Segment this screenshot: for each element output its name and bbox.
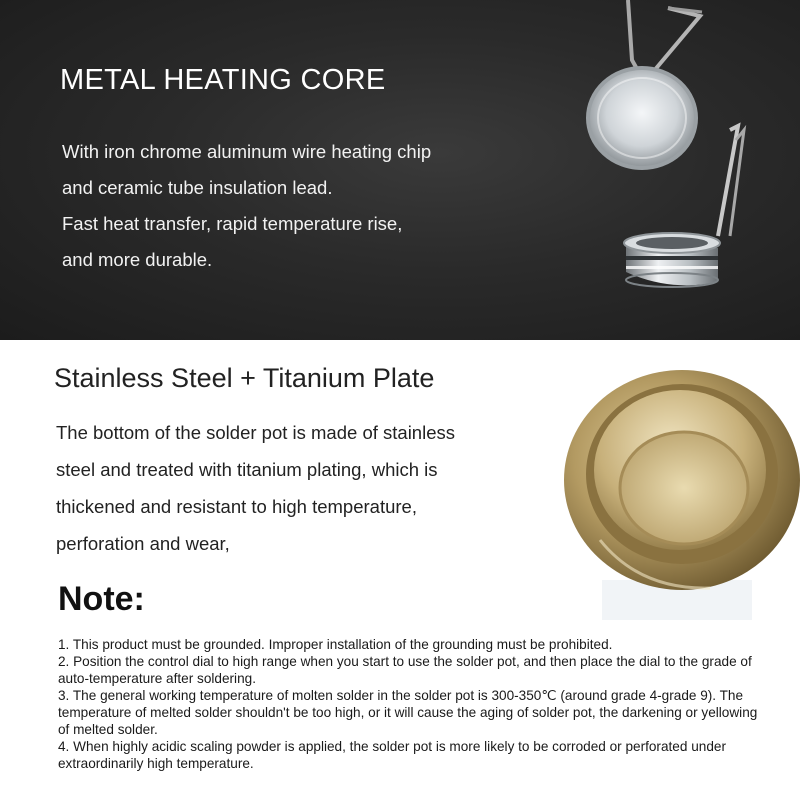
stainless-plate-line: thickened and resistant to high temperature, — [56, 496, 417, 517]
note-item: 4. When highly acidic scaling powder is applied, the solder pot is more likely to be corroded or perforated under extraordinarily high temperature. — [58, 739, 726, 771]
heating-core-title: METAL HEATING CORE — [60, 64, 386, 96]
heating-core-line: With iron chrome aluminum wire heating chip — [62, 141, 432, 162]
note-item: 2. Position the control dial to high range when you start to use the solder pot, and then place the dial to the grade of auto-temperature after soldering. — [58, 654, 752, 686]
solder-pot-image — [540, 340, 800, 630]
heating-core-line: and ceramic tube insulation lead. — [62, 177, 333, 198]
note-item: 3. The general working temperature of molten solder in the solder pot is 300-350℃ (around grade 4-grade 9). The temperature of melted solder shouldn't be too high, or it will cause the aging of solder pot, the darkening or yellowing of melted solder. — [58, 688, 758, 737]
note-item: 1. This product must be grounded. Improper installation of the grounding must be prohibited. — [58, 637, 613, 652]
note-list — [58, 636, 758, 772]
stainless-plate-line: steel and treated with titanium plating, which is — [56, 459, 438, 480]
stainless-plate-line: The bottom of the solder pot is made of stainless — [56, 422, 455, 443]
stainless-plate-line: perforation and wear, — [56, 533, 230, 554]
stainless-plate-description — [56, 414, 526, 562]
heating-core-panel — [0, 0, 800, 340]
heating-core-line: and more durable. — [62, 249, 213, 270]
note-title: Note: — [58, 580, 145, 618]
heating-core-image — [560, 0, 800, 340]
stainless-plate-title: Stainless Steel + Titanium Plate — [54, 363, 435, 393]
heating-core-line: Fast heat transfer, rapid temperature rise, — [62, 213, 403, 234]
heating-disc-element — [588, 0, 702, 168]
heating-core-description — [62, 134, 502, 278]
